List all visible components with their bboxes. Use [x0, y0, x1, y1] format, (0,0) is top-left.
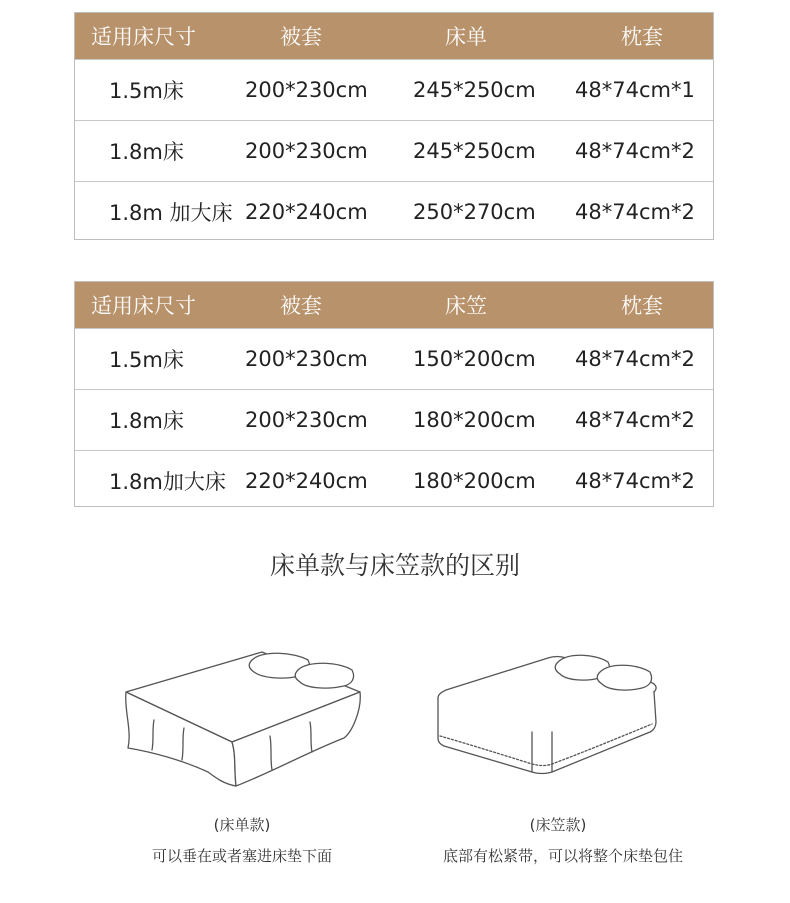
cell-pillowcase: 48*74cm*2 — [575, 408, 695, 432]
cell-fitted-sheet: 180*200cm — [413, 408, 536, 432]
size-table-flat-sheet — [74, 12, 714, 240]
cell-bed-sheet: 245*250cm — [413, 139, 536, 163]
header-fitted-sheet: 床笠 — [445, 294, 487, 318]
cell-bed-size: 1.8m床 — [109, 140, 184, 164]
cell-pillowcase: 48*74cm*2 — [575, 469, 695, 493]
size-table-fitted-sheet — [74, 281, 714, 507]
cell-bed-size: 1.8m加大床 — [109, 470, 226, 494]
flat-sheet-description: 可以垂在或者塞进床垫下面 — [151, 847, 332, 865]
cell-bed-size: 1.8m 加大床 — [109, 201, 233, 225]
table-row — [75, 450, 713, 511]
cell-bed-size: 1.5m床 — [109, 348, 184, 372]
cell-bed-sheet: 245*250cm — [413, 78, 536, 102]
flat-sheet-bed-illustration — [112, 640, 372, 790]
table-row — [75, 59, 713, 120]
cell-duvet-cover: 200*230cm — [245, 347, 368, 371]
cell-pillowcase: 48*74cm*2 — [575, 347, 695, 371]
table-header — [75, 13, 713, 59]
header-pillowcase: 枕套 — [621, 25, 663, 49]
table-row — [75, 328, 713, 389]
comparison-title: 床单款与床笠款的区别 — [269, 551, 520, 580]
table-row — [75, 181, 713, 242]
cell-duvet-cover: 200*230cm — [245, 408, 368, 432]
cell-duvet-cover: 220*240cm — [245, 200, 368, 224]
fitted-sheet-description: 底部有松紧带，可以将整个床垫包住 — [442, 847, 683, 865]
header-pillowcase: 枕套 — [621, 294, 663, 318]
cell-duvet-cover: 200*230cm — [245, 139, 368, 163]
cell-bed-size: 1.8m床 — [109, 409, 184, 433]
fitted-sheet-label: (床笠款) — [529, 816, 587, 834]
header-bed-size: 适用床尺寸 — [91, 294, 196, 318]
cell-pillowcase: 48*74cm*2 — [575, 139, 695, 163]
header-bed-size: 适用床尺寸 — [91, 25, 196, 49]
table-row — [75, 389, 713, 450]
header-duvet-cover: 被套 — [280, 294, 322, 318]
flat-sheet-label: (床单款) — [213, 816, 271, 834]
cell-duvet-cover: 200*230cm — [245, 78, 368, 102]
cell-bed-size: 1.5m床 — [109, 79, 184, 103]
table-row — [75, 120, 713, 181]
cell-bed-sheet: 250*270cm — [413, 200, 536, 224]
cell-pillowcase: 48*74cm*1 — [575, 78, 695, 102]
header-bed-sheet: 床单 — [445, 25, 487, 49]
cell-fitted-sheet: 150*200cm — [413, 347, 536, 371]
cell-fitted-sheet: 180*200cm — [413, 469, 536, 493]
table-header — [75, 282, 713, 328]
header-duvet-cover: 被套 — [280, 25, 322, 49]
cell-pillowcase: 48*74cm*2 — [575, 200, 695, 224]
fitted-sheet-bed-illustration — [428, 648, 668, 778]
cell-duvet-cover: 220*240cm — [245, 469, 368, 493]
